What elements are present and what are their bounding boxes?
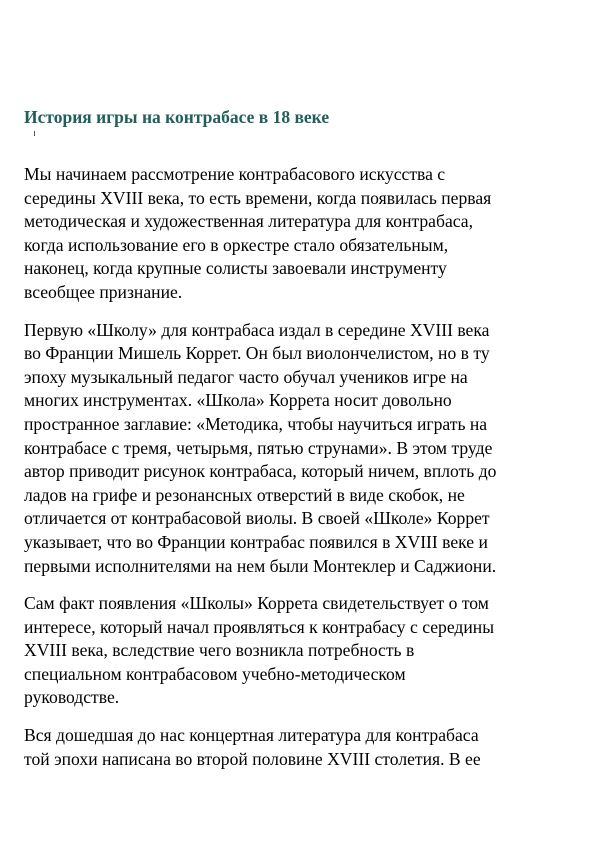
text-line: пространное заглавие: «Методика, чтобы научиться играть на	[24, 413, 488, 434]
text-line: первыми исполнителями на нем были Монтеклер и Саджиони.	[24, 555, 497, 576]
text-line: середины XVIII века, то есть времени, когда появилась первая	[24, 187, 492, 208]
text-line: Мы начинаем рассмотрение контрабасового искусства с	[24, 164, 446, 184]
text-line: контрабасе с тремя, четырьмя, пятью струнами». В этом труде	[24, 437, 493, 458]
text-line: когда использование его в оркестре стало обязательным,	[24, 234, 449, 255]
document-body	[24, 163, 572, 785]
text-line: эпоху музыкальный педагог часто обучал учеников игре на	[24, 366, 468, 387]
decorative-tick	[34, 131, 35, 136]
text-line: во Франции Мишель Коррет. Он был виолончелистом, но в ту	[24, 343, 490, 364]
paragraph-3	[24, 592, 572, 710]
text-line: всеобщее признание.	[24, 281, 183, 302]
text-line: специальном контрабасовом учебно-методическом	[24, 663, 406, 684]
paragraph-2	[24, 319, 572, 579]
text-line: Сам факт появления «Школы» Коррета свидетельствует о том	[24, 593, 489, 614]
text-line: той эпохи написана во второй половине XVIII столетия. В ее	[24, 748, 481, 769]
text-line: наконец, когда крупные солисты завоевали инструменту	[24, 258, 447, 279]
paragraph-4	[24, 724, 572, 771]
text-line: интересе, который начал проявляться к контрабасу с середины	[24, 616, 495, 637]
page-title: История игры на контрабасе в 18 веке	[24, 107, 330, 127]
text-line: указывает, что во Франции контрабас появился в XVIII веке и	[24, 531, 488, 552]
text-line: многих инструментах. «Школа» Коррета носит довольно	[24, 390, 452, 411]
text-line: методическая и художественная литература для контрабаса,	[24, 211, 473, 232]
text-line: руководстве.	[24, 687, 120, 708]
text-line: автор приводит рисунок контрабаса, который ничем, вплоть до	[24, 461, 497, 482]
text-line: отличается от контрабасовой виолы. В своей «Школе» Коррет	[24, 508, 490, 529]
text-line: XVIII века, вследствие чего возникла потребность в	[24, 640, 415, 661]
text-line: ладов на грифе и резонансных отверстий в виде скобок, не	[24, 484, 465, 505]
text-line: Первую «Школу» для контрабаса издал в середине XVIII века	[24, 319, 490, 340]
paragraph-1	[24, 163, 572, 305]
text-line: Вся дошедшая до нас концертная литература для контрабаса	[24, 725, 479, 746]
